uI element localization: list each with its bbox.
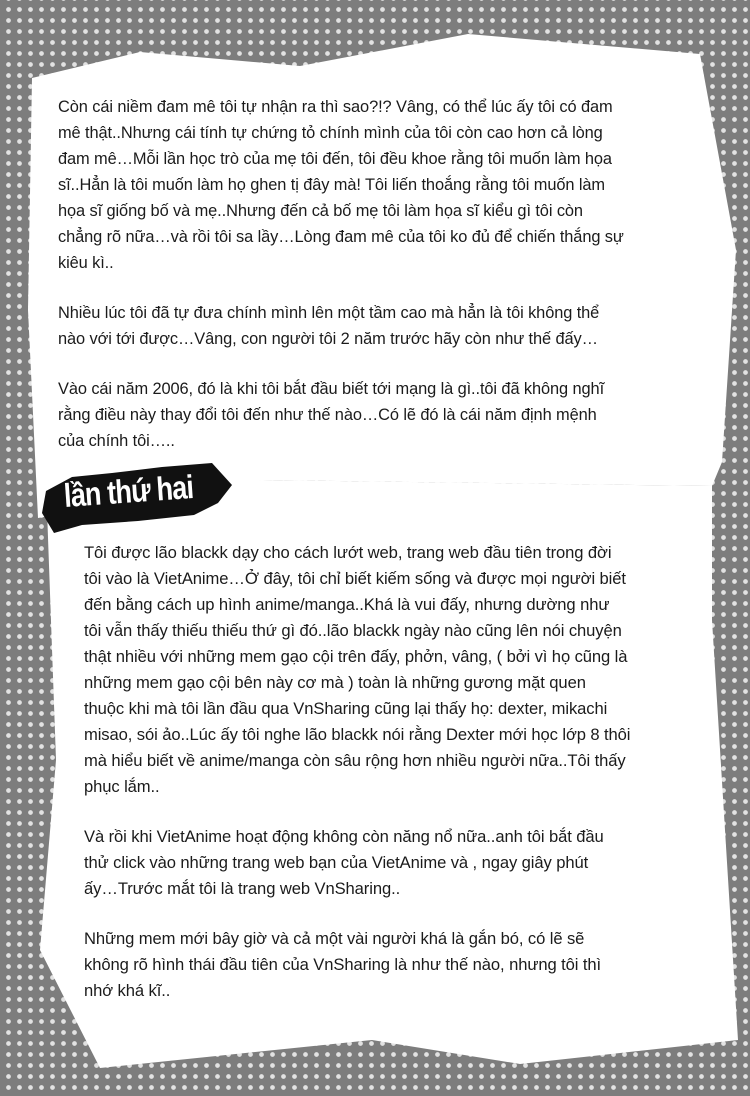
text-line: tôi vào là VietAnime…Ở đây, tôi chỉ biết kiếm sống và được mọi người biết [84,569,626,588]
text-line: đến bằng cách up hình anime/manga..Khá là vui đấy, nhưng dường như [84,595,610,614]
text-line: đam mê…Mỗi lần học trò của mẹ tôi đến, tôi đều khoe rằng tôi muốn làm họa [58,150,612,168]
text-line: họa sĩ giống bố và mẹ..Nhưng đến cả bố mẹ tôi làm họa sĩ kiểu gì tôi còn [58,202,583,220]
text-line: nào với tới được…Vâng, con người tôi 2 năm trước hãy còn như thế đấy… [58,330,598,348]
text-line: Nhiều lúc tôi đã tự đưa chính mình lên một tầm cao mà hẳn là tôi không thể [58,304,600,322]
text-line: Vào cái năm 2006, đó là khi tôi bắt đầu biết tới mạng là gì..tôi đã không nghĩ [58,380,605,398]
section-heading-text: lần thứ hai [62,468,195,514]
text-line: tôi vẫn thấy thiếu thiếu thứ gì đó..lão blackk ngày nào cũng lên nói chuyện [84,621,622,640]
text-line: kiêu kì.. [58,254,114,272]
section-heading-badge [42,463,242,535]
text-line: những mem gạo cội bên này cơ mà ) toàn là những gương mặt quen [84,673,586,692]
text-line: thật nhiều với những mem gạo cội trên đấy, phởn, vâng, ( bởi vì họ cũng là [84,647,628,666]
text-line: chẳng rõ nữa…và rồi tôi sa lầy…Lòng đam mê của tôi ko đủ để chiến thắng sự [58,228,624,246]
text-line: rằng điều này thay đổi tôi đến như thế nào…Có lẽ đó là cái năm định mệnh [58,406,597,424]
paragraph [84,540,684,800]
text-line: Những mem mới bây giờ và cả một vài người khá là gắn bó, có lẽ sẽ [84,929,585,948]
text-line: của chính tôi….. [58,432,175,450]
paragraph [84,926,684,1004]
paragraph [58,94,698,276]
paragraph [58,300,698,352]
text-line: nhớ khá kĩ.. [84,981,171,1000]
text-line: Tôi được lão blackk dạy cho cách lướt web, trang web đầu tiên trong đời [84,543,612,562]
text-line: phục lắm.. [84,777,160,796]
text-line: misao, sói ảo..Lúc ấy tôi nghe lão blackk nói rằng Dexter mới học lớp 8 thôi [84,725,631,744]
text-line: không rõ hình thái đầu tiên của VnSharing là như thế nào, nhưng tôi thì [84,955,601,974]
text-line: Còn cái niềm đam mê tôi tự nhận ra thì sao?!? Vâng, có thể lúc ấy tôi có đam [58,98,613,116]
text-line: thuộc khi mà tôi lần đầu qua VnSharing cũng lại thấy họ: dexter, mikachi [84,699,608,718]
text-line: mê thật..Nhưng cái tính tự chứng tỏ chính mình của tôi còn cao hơn cả lòng [58,124,603,142]
paragraph [58,376,698,454]
upper-text-section [58,94,698,478]
text-line: Và rồi khi VietAnime hoạt động không còn năng nổ nữa..anh tôi bắt đầu [84,827,604,846]
lower-text-section [84,540,684,1028]
text-line: thử click vào những trang web bạn của VietAnime và , ngay giây phút [84,853,589,872]
text-line: ấy…Trước mắt tôi là trang web VnSharing.. [84,879,401,898]
text-line: sĩ..Hẳn là tôi muốn làm họ ghen tị đây mà! Tôi liến thoắng rằng tôi muốn làm [58,176,605,194]
paragraph [84,824,684,902]
text-line: mà hiểu biết về anime/manga còn sâu rộng hơn nhiều người nữa..Tôi thấy [84,751,626,770]
